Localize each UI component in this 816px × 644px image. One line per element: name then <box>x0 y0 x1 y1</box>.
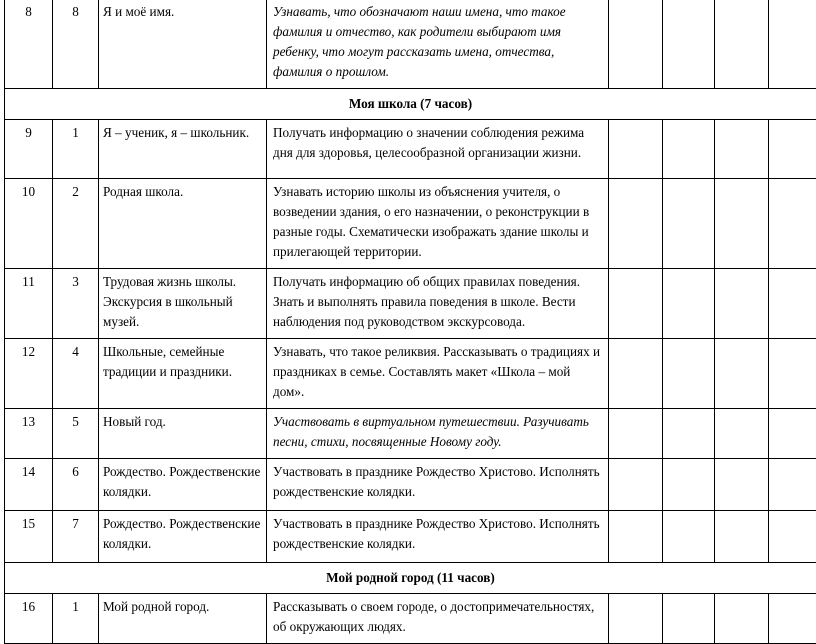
empty-cell <box>609 0 663 89</box>
empty-cell <box>769 409 816 459</box>
row-number: 16 <box>5 594 53 644</box>
table-row <box>5 409 816 459</box>
lesson-number: 8 <box>53 0 99 89</box>
empty-cell <box>769 511 816 563</box>
activity-description: Получать информацию о значении соблюдения режима дня для здоровья, целесообразной организации жизни. <box>267 120 609 179</box>
table-row <box>5 179 816 269</box>
lesson-number: 2 <box>53 179 99 269</box>
row-number: 15 <box>5 511 53 563</box>
empty-cell <box>609 179 663 269</box>
lesson-number: 7 <box>53 511 99 563</box>
empty-cell <box>663 179 715 269</box>
empty-cell <box>663 269 715 339</box>
empty-cell <box>609 339 663 409</box>
row-number: 12 <box>5 339 53 409</box>
lesson-topic: Трудовая жизнь школы. Экскурсия в школьный музей. <box>99 269 267 339</box>
empty-cell <box>715 339 769 409</box>
activity-description: Участвовать в празднике Рождество Христово. Исполнять рождественские колядки. <box>267 511 609 563</box>
table-row <box>5 459 816 511</box>
section-row <box>5 89 816 120</box>
empty-cell <box>715 120 769 179</box>
activity-description: Рассказывать о своем городе, о достопримечательностях, об окружающих людях. <box>267 594 609 644</box>
table-row <box>5 120 816 179</box>
empty-cell <box>609 511 663 563</box>
activity-description: Участвовать в празднике Рождество Христово. Исполнять рождественские колядки. <box>267 459 609 511</box>
lesson-topic: Я – ученик, я – школьник. <box>99 120 267 179</box>
empty-cell <box>609 120 663 179</box>
table-row <box>5 594 816 644</box>
empty-cell <box>715 594 769 644</box>
empty-cell <box>663 459 715 511</box>
lesson-plan-table <box>4 0 816 644</box>
empty-cell <box>663 339 715 409</box>
table-row <box>5 269 816 339</box>
section-title: Моя школа (7 часов) <box>5 89 816 120</box>
empty-cell <box>769 179 816 269</box>
empty-cell <box>663 0 715 89</box>
empty-cell <box>609 459 663 511</box>
lesson-topic: Рождество. Рождественские колядки. <box>99 511 267 563</box>
lesson-topic: Рождество. Рождественские колядки. <box>99 459 267 511</box>
empty-cell <box>769 269 816 339</box>
row-number: 14 <box>5 459 53 511</box>
empty-cell <box>715 0 769 89</box>
empty-cell <box>769 594 816 644</box>
activity-description: Получать информацию об общих правилах поведения. Знать и выполнять правила поведения в школе. Вести наблюдения под руководством экскурсовода. <box>267 269 609 339</box>
lesson-number: 1 <box>53 120 99 179</box>
empty-cell <box>663 409 715 459</box>
empty-cell <box>609 269 663 339</box>
empty-cell <box>715 511 769 563</box>
activity-description: Узнавать, что обозначают наши имена, что такое фамилия и отчество, как родители выбирают имя ребенку, что могут рассказать имена, отчества, фамилия о прошлом. <box>267 0 609 89</box>
section-title: Мой родной город (11 часов) <box>5 563 816 594</box>
empty-cell <box>769 120 816 179</box>
table-row <box>5 339 816 409</box>
row-number: 13 <box>5 409 53 459</box>
empty-cell <box>715 409 769 459</box>
activity-description: Участвовать в виртуальном путешествии. Разучивать песни, стихи, посвященные Новому году. <box>267 409 609 459</box>
empty-cell <box>609 409 663 459</box>
empty-cell <box>715 179 769 269</box>
row-number: 8 <box>5 0 53 89</box>
section-row <box>5 563 816 594</box>
empty-cell <box>715 269 769 339</box>
row-number: 11 <box>5 269 53 339</box>
activity-description: Узнавать, что такое реликвия. Рассказывать о традициях и праздниках в семье. Составлять макет «Школа – мой дом». <box>267 339 609 409</box>
lesson-topic: Родная школа. <box>99 179 267 269</box>
lesson-number: 4 <box>53 339 99 409</box>
empty-cell <box>769 0 816 89</box>
activity-description: Узнавать историю школы из объяснения учителя, о возведении здания, о его назначении, о реконструкции в разные годы. Схематически изображать здание школы и прилегающей территории. <box>267 179 609 269</box>
lesson-number: 6 <box>53 459 99 511</box>
empty-cell <box>769 339 816 409</box>
empty-cell <box>663 594 715 644</box>
lesson-topic: Школьные, семейные традиции и праздники. <box>99 339 267 409</box>
table-row <box>5 0 816 89</box>
empty-cell <box>715 459 769 511</box>
lesson-topic: Я и моё имя. <box>99 0 267 89</box>
table-row <box>5 511 816 563</box>
lesson-number: 5 <box>53 409 99 459</box>
lesson-topic: Мой родной город. <box>99 594 267 644</box>
empty-cell <box>663 120 715 179</box>
row-number: 10 <box>5 179 53 269</box>
empty-cell <box>609 594 663 644</box>
lesson-number: 3 <box>53 269 99 339</box>
row-number: 9 <box>5 120 53 179</box>
lesson-topic: Новый год. <box>99 409 267 459</box>
empty-cell <box>663 511 715 563</box>
empty-cell <box>769 459 816 511</box>
lesson-number: 1 <box>53 594 99 644</box>
